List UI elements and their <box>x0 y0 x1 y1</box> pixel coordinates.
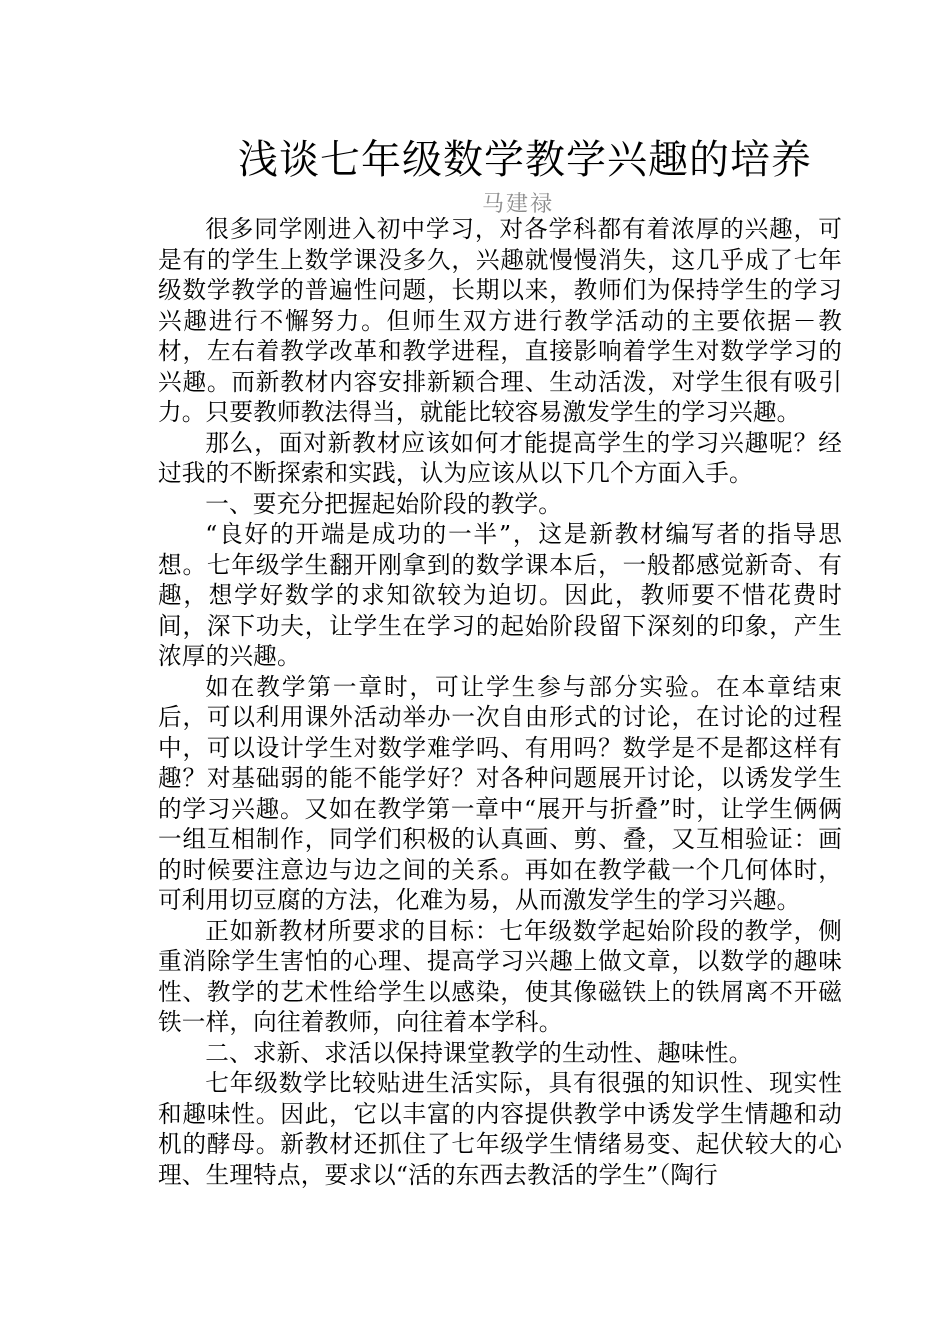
document-body <box>158 214 842 1190</box>
paragraph: 很多同学刚进入初中学习，对各学科都有着浓厚的兴趣，可是有的学生上数学课没多久，兴趣就慢慢消失，这几乎成了七年级数学教学的普遍性问题，长期以来，教师们为保持学生的学习兴趣进行不懈努力。但师生双方进行教学活动的主要依据－教材，左右着教学改革和教学进程，直接影响着学生对数学学习的兴趣。而新教材内容安排新颖合理、生动活泼，对学生很有吸引力。只要教师教法得当，就能比较容易激发学生的学习兴趣。 <box>158 215 842 426</box>
document-title: 浅谈七年级数学教学兴趣的培养 <box>238 137 812 183</box>
paragraph: 如在教学第一章时，可让学生参与部分实验。在本章结束后，可以利用课外活动举办一次自由形式的讨论，在讨论的过程中，可以设计学生对数学难学吗、有用吗？数学是不是都这样有趣？对基础弱的能不能学好？对各种问题展开讨论，以诱发学生的学习兴趣。又如在教学第一章中“展开与折叠”时，让学生俩俩一组互相制作，同学们积极的认真画、剪、叠，又互相验证：画的时候要注意边与边之间的关系。再如在教学截一个几何体时，可利用切豆腐的方法，化难为易，从而激发学生的学习兴趣。 <box>158 672 842 914</box>
document-author: 马建禄 <box>481 192 554 217</box>
paragraph: 正如新教材所要求的目标：七年级数学起始阶段的教学，侧重消除学生害怕的心理、提高学习兴趣上做文章，以数学的趣味性、教学的艺术性给学生以感染，使其像磁铁上的铁屑离不开磁铁一样，向往着教师，向往着本学科。 <box>158 916 842 1036</box>
paragraph: 那么，面对新教材应该如何才能提高学生的学习兴趣呢？经过我的不断探索和实践，认为应该从以下几个方面入手。 <box>158 428 842 487</box>
section-heading: 二、求新、求活以保持课堂教学的生动性、趣味性。 <box>205 1038 753 1067</box>
paragraph: 七年级数学比较贴进生活实际，具有很强的知识性、现实性和趣味性。因此，它以丰富的内容提供教学中诱发学生情趣和动机的酵母。新教材还抓住了七年级学生情绪易变、起伏较大的心理、生理特点，要求以“活的东西去教活的学生”（陶行 <box>158 1069 842 1189</box>
paragraph: “良好的开端是成功的一半”，这是新教材编写者的指导思想。七年级学生翻开刚拿到的数学课本后，一般都感觉新奇、有趣，想学好数学的求知欲较为迫切。因此，教师要不惜花费时间，深下功夫，让学生在学习的起始阶段留下深刻的印象，产生浓厚的兴趣。 <box>158 520 842 670</box>
section-heading: 一、要充分把握起始阶段的教学。 <box>205 489 563 518</box>
